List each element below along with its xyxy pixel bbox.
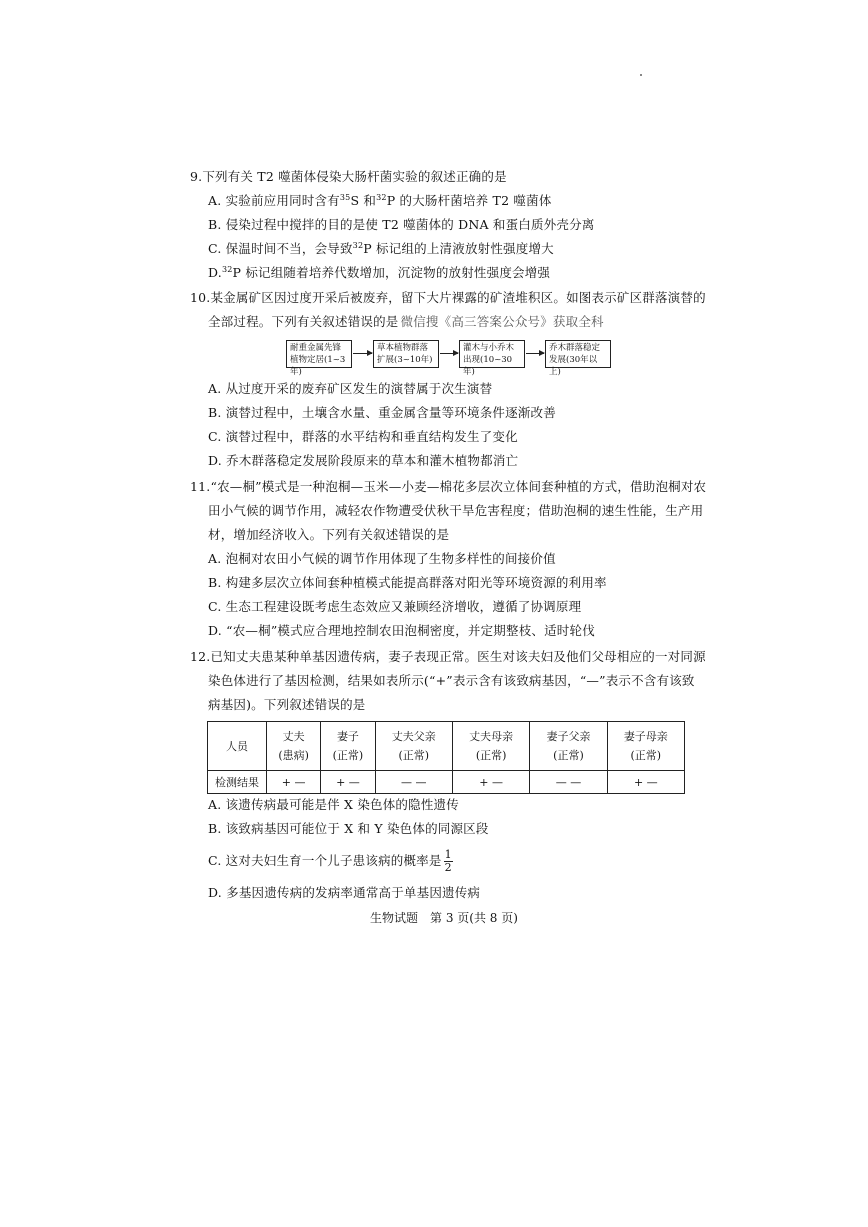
q12-stem-line2: 染色体进行了基因检测，结果如表所示(“+”表示含有该致病基因，“—”表示不含有该致 (208, 673, 695, 688)
watermark-text: 微信搜《高三答案公众号》获取全科 (400, 314, 604, 329)
q12-stem-line1: 12.已知丈夫患某种单基因遗传病，妻子表现正常。医生对该夫妇及他们父母相应的一对同源 (190, 649, 706, 664)
gene-test-table (207, 721, 685, 794)
flow-stage-1: 耐重金属先锋植物定居(1~3年) (286, 340, 352, 368)
table-cell: + — (607, 771, 684, 794)
q11-stem-line3: 材，增加经济收入。下列有关叙述错误的是 (208, 527, 450, 542)
table-header-cell: 妻子 (正常) (321, 722, 375, 771)
table-header-cell: 妻子母亲 (正常) (607, 722, 684, 771)
q10-option-d: D. 乔木群落稳定发展阶段原来的草本和灌木植物都消亡 (208, 453, 519, 468)
table-header-cell: 妻子父亲 (正常) (530, 722, 607, 771)
q12-stem-line3: 病基因)。下列叙述错误的是 (208, 697, 366, 712)
q9-option-d: D.$^{32}$P 标记组随着培养代数增加，沉淀物的放射性强度会增强 (208, 264, 551, 280)
table-cell: + — (321, 771, 375, 794)
q9-option-b: B. 侵染过程中搅拌的目的是使 T2 噬菌体的 DNA 和蛋白质外壳分离 (208, 217, 595, 232)
q9-option-a: A. 实验前应用同时含有$^{35}$S 和$^{32}$P 的大肠杆菌培养 T2 噬菌体 (208, 192, 552, 208)
flow-stage-4: 乔木群落稳定发展(30年以上) (545, 340, 611, 368)
flow-stage-3: 灌木与小乔木出现(10~30年) (459, 340, 525, 368)
flow-stage-2: 草本植物群落扩展(3~10年) (373, 340, 439, 368)
table-header-cell: 丈夫父亲 (正常) (375, 722, 452, 771)
q9-stem: 9.下列有关 T2 噬菌体侵染大肠杆菌实验的叙述正确的是 (190, 169, 507, 184)
q9-option-c: C. 保温时间不当，会导致$^{32}$P 标记组的上清液放射性强度增大 (208, 240, 554, 256)
q11-stem-line1: 11.“农—桐”模式是一种泡桐—玉米—小麦—棉花多层次立体间套种植的方式，借助泡桐对农 (190, 479, 707, 494)
q11-option-a: A. 泡桐对农田小气候的调节作用体现了生物多样性的间接价值 (208, 551, 556, 566)
q10-stem-line1: 10.某金属矿区因过度开采后被废弃，留下大片裸露的矿渣堆积区。如图表示矿区群落演替的 (190, 290, 706, 305)
table-cell: — — (375, 771, 452, 794)
table-header-cell: 丈夫母亲 (正常) (452, 722, 529, 771)
q12-option-a: A. 该遗传病最可能是伴 X 染色体的隐性遗传 (208, 797, 459, 812)
table-header-row (208, 722, 685, 771)
q12-option-c: C. 这对夫妇生育一个儿子患该病的概率是 $\frac{1}{2}$ (208, 848, 452, 874)
flow-arrow-2 (440, 353, 458, 354)
table-cell: + — (267, 771, 321, 794)
flow-arrow-3 (526, 353, 544, 354)
page-footer: 生物试题 第 3 页(共 8 页) (370, 911, 518, 925)
q12-option-d: D. 多基因遗传病的发病率通常高于单基因遗传病 (208, 885, 481, 900)
table-row (208, 771, 685, 794)
q11-option-b: B. 构建多层次立体间套种植模式能提高群落对阳光等环境资源的利用率 (208, 575, 607, 590)
q10-option-b: B. 演替过程中，土壤含水量、重金属含量等环境条件逐渐改善 (208, 405, 556, 420)
q11-stem-line2: 田小气候的调节作用，减轻农作物遭受伏秋干旱危害程度；借助泡桐的速生性能，生产用 (208, 503, 704, 518)
table-header-cell: 丈夫 (患病) (267, 722, 321, 771)
q11-option-d: D. “农—桐”模式应合理地控制农田泡桐密度，并定期整枝、适时轮伐 (208, 623, 595, 638)
q10-stem-line2: 全部过程。下列有关叙述错误的是 微信搜《高三答案公众号》获取全科 (208, 314, 604, 329)
scan-speck (640, 74, 642, 76)
fraction: $\frac{1}{2}$ (444, 848, 452, 874)
flow-arrow-1 (353, 353, 372, 354)
q11-option-c: C. 生态工程建设既考虑生态效应又兼顾经济增收，遵循了协调原理 (208, 599, 582, 614)
table-cell: — — (530, 771, 607, 794)
q12-option-b: B. 该致病基因可能位于 X 和 Y 染色体的同源区段 (208, 821, 489, 836)
table-cell: + — (452, 771, 529, 794)
table-corner-cell: 人员 (208, 722, 267, 771)
q10-option-a: A. 从过度开采的废弃矿区发生的演替属于次生演替 (208, 381, 493, 396)
table-row-label: 检测结果 (208, 771, 267, 794)
q10-option-c: C. 演替过程中，群落的水平结构和垂直结构发生了变化 (208, 429, 518, 444)
